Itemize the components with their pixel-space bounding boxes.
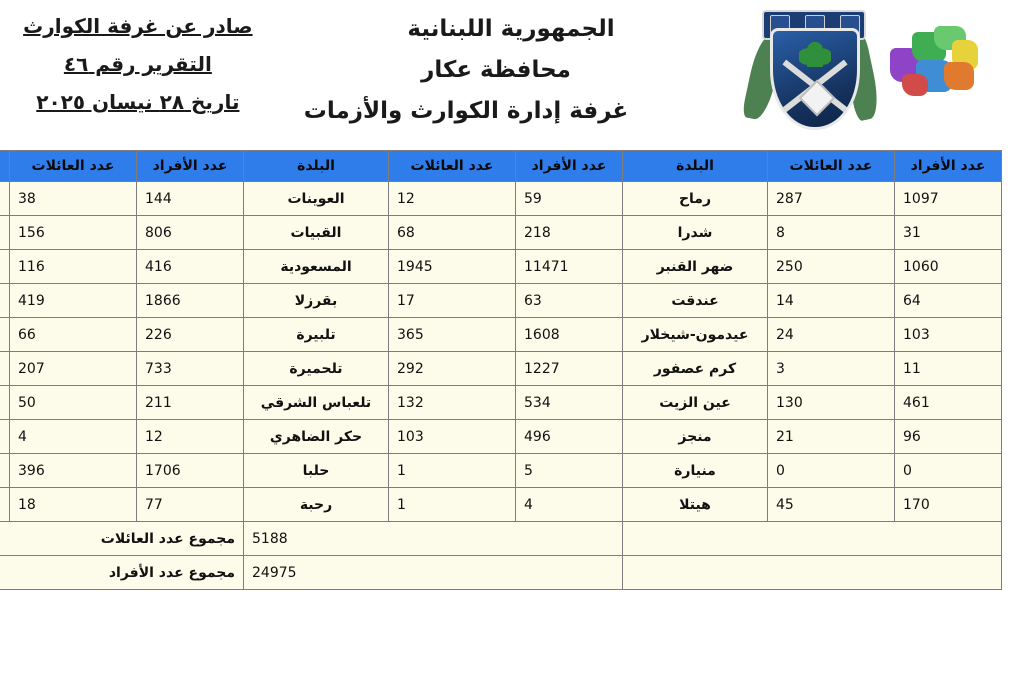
- cell-town: عيدمون-شيخلار: [623, 318, 768, 352]
- cell-individuals: 170: [895, 488, 1002, 522]
- map-region-6: [944, 62, 974, 90]
- col-families-2: عدد العائلات: [389, 151, 516, 182]
- col-town-3: البلدة: [623, 151, 768, 182]
- displacement-report-table: [0, 150, 1002, 590]
- cell-town: تلحميرة: [244, 352, 389, 386]
- cell-families: 116: [10, 250, 137, 284]
- cell-town: حلبا: [244, 454, 389, 488]
- lebanese-army-crest-icon: [748, 4, 876, 144]
- col-town-2: البلدة: [244, 151, 389, 182]
- document-header: [0, 0, 1024, 150]
- cell-individuals: 64: [895, 284, 1002, 318]
- cell-families: 50: [10, 386, 137, 420]
- col-individuals-2: عدد الأفراد: [516, 151, 623, 182]
- cell-individuals: 733: [137, 352, 244, 386]
- cell-town: عندقت: [623, 284, 768, 318]
- table-row: [0, 284, 1002, 318]
- cell-families: 130: [768, 386, 895, 420]
- totals-value: 24975: [244, 556, 623, 590]
- cell-families: 38: [10, 182, 137, 216]
- cell-families: 18: [10, 488, 137, 522]
- cell-individuals: 96: [895, 420, 1002, 454]
- title-line-3: غرفة إدارة الكوارث والأزمات: [303, 98, 629, 124]
- table-row: [0, 216, 1002, 250]
- cell-town: [0, 488, 10, 522]
- table-row: [0, 182, 1002, 216]
- cell-town: رماح: [623, 182, 768, 216]
- cell-individuals: 1706: [137, 454, 244, 488]
- totals-spacer: [623, 556, 1002, 590]
- cell-individuals: 226: [137, 318, 244, 352]
- cell-town: عين الزيت: [623, 386, 768, 420]
- cell-individuals: 31: [895, 216, 1002, 250]
- lebanon-map-icon: [886, 22, 994, 108]
- cell-families: 1: [389, 488, 516, 522]
- cell-families: 68: [389, 216, 516, 250]
- cell-families: 365: [389, 318, 516, 352]
- cell-town: المسعودية: [244, 250, 389, 284]
- cell-individuals: 1608: [516, 318, 623, 352]
- issuer-line-2: التقرير رقم ٤٦: [63, 52, 212, 76]
- table-row: [0, 454, 1002, 488]
- cell-town: هيتلا: [623, 488, 768, 522]
- cell-individuals: 1060: [895, 250, 1002, 284]
- cell-individuals: 0: [895, 454, 1002, 488]
- table-footer: [0, 522, 1002, 590]
- title-line-1: الجمهورية اللبنانية: [407, 16, 615, 42]
- col-individuals-1: عدد الأفراد: [137, 151, 244, 182]
- table-row: [0, 250, 1002, 284]
- map-region-7: [902, 74, 928, 96]
- cell-town: كرم عصفور: [623, 352, 768, 386]
- table-row: [0, 318, 1002, 352]
- cell-families: 207: [10, 352, 137, 386]
- cell-town: حكر الضاهري: [244, 420, 389, 454]
- table-body: [0, 182, 1002, 522]
- cell-families: 8: [768, 216, 895, 250]
- issuer-line-1: صادر عن غرفة الكوارث: [23, 14, 253, 38]
- cell-town: [0, 216, 10, 250]
- table-row: [0, 386, 1002, 420]
- table-row: [0, 488, 1002, 522]
- issuer-line-3: تاريخ ٢٨ نيسان ٢٠٢٥: [36, 90, 240, 114]
- cell-families: 17: [389, 284, 516, 318]
- col-families-1: عدد العائلات: [10, 151, 137, 182]
- table-header-row: [0, 151, 1002, 182]
- header-emblems: [748, 0, 1024, 144]
- header-title-block: [304, 0, 749, 139]
- cell-town: [0, 250, 10, 284]
- cell-town: [0, 318, 10, 352]
- cell-families: 0: [768, 454, 895, 488]
- cell-town: العوينات: [244, 182, 389, 216]
- cell-individuals: 1097: [895, 182, 1002, 216]
- cell-families: 287: [768, 182, 895, 216]
- cell-town: [0, 454, 10, 488]
- totals-row: [0, 522, 1002, 556]
- cell-individuals: 11: [895, 352, 1002, 386]
- cell-families: 1945: [389, 250, 516, 284]
- cell-families: 45: [768, 488, 895, 522]
- cell-individuals: 103: [895, 318, 1002, 352]
- title-line-2: محافظة عكار: [421, 57, 571, 83]
- cell-individuals: 806: [137, 216, 244, 250]
- table-row: [0, 420, 1002, 454]
- cell-individuals: 63: [516, 284, 623, 318]
- cell-town: [0, 420, 10, 454]
- cell-individuals: 12: [137, 420, 244, 454]
- cell-individuals: 496: [516, 420, 623, 454]
- col-individuals-3: عدد الأفراد: [895, 151, 1002, 182]
- cell-families: 292: [389, 352, 516, 386]
- totals-spacer: [623, 522, 1002, 556]
- cell-families: 12: [389, 182, 516, 216]
- cell-families: 419: [10, 284, 137, 318]
- cell-town: تلبيرة: [244, 318, 389, 352]
- cell-families: 250: [768, 250, 895, 284]
- totals-value: 5188: [244, 522, 623, 556]
- cell-town: [0, 182, 10, 216]
- cell-families: 66: [10, 318, 137, 352]
- cell-families: 4: [10, 420, 137, 454]
- diamond-icon: [799, 80, 836, 117]
- table-header: [0, 151, 1002, 182]
- cedar-tree-icon: [799, 41, 831, 67]
- cell-individuals: 1866: [137, 284, 244, 318]
- cell-town: تلعباس الشرقي: [244, 386, 389, 420]
- cell-families: 103: [389, 420, 516, 454]
- cell-town: القبيات: [244, 216, 389, 250]
- totals-label: مجموع عدد العائلات: [0, 522, 244, 556]
- table-row: [0, 352, 1002, 386]
- cell-individuals: 218: [516, 216, 623, 250]
- cell-individuals: 5: [516, 454, 623, 488]
- cell-individuals: 77: [137, 488, 244, 522]
- cell-families: 14: [768, 284, 895, 318]
- cell-individuals: 416: [137, 250, 244, 284]
- cell-families: 132: [389, 386, 516, 420]
- cell-families: 1: [389, 454, 516, 488]
- cell-town: [0, 352, 10, 386]
- col-town-1: [0, 151, 10, 182]
- cell-individuals: 534: [516, 386, 623, 420]
- cell-individuals: 461: [895, 386, 1002, 420]
- report-table-wrapper: [0, 150, 1024, 590]
- totals-label: مجموع عدد الأفراد: [0, 556, 244, 590]
- cell-town: شدرا: [623, 216, 768, 250]
- cell-town: [0, 284, 10, 318]
- cell-individuals: 211: [137, 386, 244, 420]
- col-families-3: عدد العائلات: [768, 151, 895, 182]
- cell-town: [0, 386, 10, 420]
- cell-town: ضهر القنبر: [623, 250, 768, 284]
- cell-families: 3: [768, 352, 895, 386]
- cell-individuals: 1227: [516, 352, 623, 386]
- cell-individuals: 4: [516, 488, 623, 522]
- cell-families: 156: [10, 216, 137, 250]
- cell-individuals: 11471: [516, 250, 623, 284]
- cell-town: منجز: [623, 420, 768, 454]
- cell-town: منيارة: [623, 454, 768, 488]
- cell-individuals: 144: [137, 182, 244, 216]
- cell-families: 21: [768, 420, 895, 454]
- cell-families: 396: [10, 454, 137, 488]
- cell-town: رحبة: [244, 488, 389, 522]
- cell-individuals: 59: [516, 182, 623, 216]
- cell-town: بقرزلا: [244, 284, 389, 318]
- crest-shield: [770, 28, 860, 130]
- header-issuer-block: [0, 0, 304, 128]
- cell-families: 24: [768, 318, 895, 352]
- totals-row: [0, 556, 1002, 590]
